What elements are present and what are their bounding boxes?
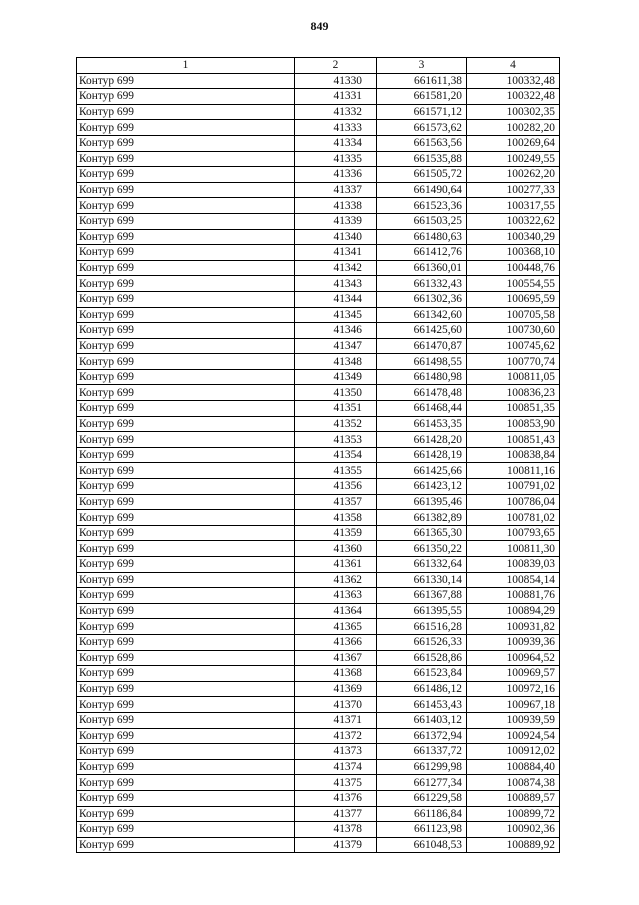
y-coordinate-cell: 100793,65 (467, 525, 560, 541)
table-row (77, 135, 560, 151)
contour-name-cell: Контур 699 (77, 307, 295, 323)
table-row (77, 307, 560, 323)
y-coordinate-cell: 100554,55 (467, 276, 560, 292)
x-coordinate-cell: 661581,20 (377, 89, 467, 105)
point-number-cell: 41351 (295, 401, 377, 417)
point-number-cell: 41379 (295, 837, 377, 853)
y-coordinate-cell: 100770,74 (467, 354, 560, 370)
contour-name-cell: Контур 699 (77, 338, 295, 354)
point-number-cell: 41337 (295, 182, 377, 198)
table-row (77, 712, 560, 728)
point-number-cell: 41373 (295, 744, 377, 760)
point-number-cell: 41356 (295, 479, 377, 495)
contour-name-cell: Контур 699 (77, 89, 295, 105)
contour-name-cell: Контур 699 (77, 260, 295, 276)
contour-name-cell: Контур 699 (77, 291, 295, 307)
y-coordinate-cell: 100448,76 (467, 260, 560, 276)
table-row (77, 213, 560, 229)
column-header-2: 2 (295, 58, 377, 74)
point-number-cell: 41372 (295, 728, 377, 744)
table-row (77, 759, 560, 775)
point-number-cell: 41338 (295, 198, 377, 214)
point-number-cell: 41343 (295, 276, 377, 292)
contour-name-cell: Контур 699 (77, 167, 295, 183)
table-row (77, 557, 560, 573)
table-row (77, 89, 560, 105)
x-coordinate-cell: 661503,25 (377, 213, 467, 229)
table-row (77, 385, 560, 401)
contour-name-cell: Контур 699 (77, 634, 295, 650)
point-number-cell: 41378 (295, 822, 377, 838)
table-row (77, 806, 560, 822)
point-number-cell: 41357 (295, 494, 377, 510)
point-number-cell: 41370 (295, 697, 377, 713)
contour-name-cell: Контур 699 (77, 494, 295, 510)
point-number-cell: 41358 (295, 510, 377, 526)
y-coordinate-cell: 100695,59 (467, 291, 560, 307)
contour-name-cell: Контур 699 (77, 354, 295, 370)
point-number-cell: 41353 (295, 432, 377, 448)
y-coordinate-cell: 100889,57 (467, 790, 560, 806)
x-coordinate-cell: 661350,22 (377, 541, 467, 557)
y-coordinate-cell: 100786,04 (467, 494, 560, 510)
y-coordinate-cell: 100317,55 (467, 198, 560, 214)
contour-name-cell: Контур 699 (77, 525, 295, 541)
point-number-cell: 41371 (295, 712, 377, 728)
x-coordinate-cell: 661535,88 (377, 151, 467, 167)
y-coordinate-cell: 100781,02 (467, 510, 560, 526)
point-number-cell: 41341 (295, 245, 377, 261)
contour-name-cell: Контур 699 (77, 619, 295, 635)
point-number-cell: 41355 (295, 463, 377, 479)
y-coordinate-cell: 100969,57 (467, 666, 560, 682)
y-coordinate-cell: 100894,29 (467, 603, 560, 619)
y-coordinate-cell: 100889,92 (467, 837, 560, 853)
y-coordinate-cell: 100340,29 (467, 229, 560, 245)
y-coordinate-cell: 100902,36 (467, 822, 560, 838)
point-number-cell: 41361 (295, 557, 377, 573)
x-coordinate-cell: 661123,98 (377, 822, 467, 838)
x-coordinate-cell: 661490,64 (377, 182, 467, 198)
contour-name-cell: Контур 699 (77, 182, 295, 198)
x-coordinate-cell: 661342,60 (377, 307, 467, 323)
point-number-cell: 41367 (295, 650, 377, 666)
point-number-cell: 41333 (295, 120, 377, 136)
point-number-cell: 41374 (295, 759, 377, 775)
point-number-cell: 41354 (295, 447, 377, 463)
contour-name-cell: Контур 699 (77, 104, 295, 120)
y-coordinate-cell: 100302,35 (467, 104, 560, 120)
y-coordinate-cell: 100972,16 (467, 681, 560, 697)
table-row (77, 588, 560, 604)
point-number-cell: 41365 (295, 619, 377, 635)
page-number: 849 (310, 19, 329, 33)
point-number-cell: 41330 (295, 73, 377, 89)
contour-name-cell: Контур 699 (77, 681, 295, 697)
table-row (77, 198, 560, 214)
table-row (77, 744, 560, 760)
y-coordinate-cell: 100884,40 (467, 759, 560, 775)
table-row (77, 572, 560, 588)
table-row (77, 182, 560, 198)
table-row (77, 681, 560, 697)
x-coordinate-cell: 661523,36 (377, 198, 467, 214)
y-coordinate-cell: 100322,62 (467, 213, 560, 229)
y-coordinate-cell: 100282,20 (467, 120, 560, 136)
x-coordinate-cell: 661360,01 (377, 260, 467, 276)
table-body (77, 73, 560, 853)
x-coordinate-cell: 661048,53 (377, 837, 467, 853)
contour-name-cell: Контур 699 (77, 198, 295, 214)
point-number-cell: 41377 (295, 806, 377, 822)
table-row (77, 245, 560, 261)
point-number-cell: 41336 (295, 167, 377, 183)
x-coordinate-cell: 661277,34 (377, 775, 467, 791)
point-number-cell: 41347 (295, 338, 377, 354)
y-coordinate-cell: 100705,58 (467, 307, 560, 323)
table-row (77, 837, 560, 853)
y-coordinate-cell: 100854,14 (467, 572, 560, 588)
contour-name-cell: Контур 699 (77, 73, 295, 89)
point-number-cell: 41369 (295, 681, 377, 697)
contour-name-cell: Контур 699 (77, 837, 295, 853)
x-coordinate-cell: 661611,38 (377, 73, 467, 89)
x-coordinate-cell: 661486,12 (377, 681, 467, 697)
y-coordinate-cell: 100332,48 (467, 73, 560, 89)
y-coordinate-cell: 100277,33 (467, 182, 560, 198)
table-row (77, 510, 560, 526)
header-row (77, 58, 560, 74)
table-row (77, 634, 560, 650)
contour-name-cell: Контур 699 (77, 557, 295, 573)
x-coordinate-cell: 661453,43 (377, 697, 467, 713)
point-number-cell: 41364 (295, 603, 377, 619)
point-number-cell: 41339 (295, 213, 377, 229)
contour-name-cell: Контур 699 (77, 572, 295, 588)
contour-name-cell: Контур 699 (77, 822, 295, 838)
point-number-cell: 41349 (295, 369, 377, 385)
contour-name-cell: Контур 699 (77, 135, 295, 151)
x-coordinate-cell: 661395,46 (377, 494, 467, 510)
contour-name-cell: Контур 699 (77, 120, 295, 136)
contour-name-cell: Контур 699 (77, 447, 295, 463)
contour-name-cell: Контур 699 (77, 385, 295, 401)
table-row (77, 260, 560, 276)
y-coordinate-cell: 100964,52 (467, 650, 560, 666)
table-row (77, 323, 560, 339)
table-row (77, 603, 560, 619)
contour-name-cell: Контур 699 (77, 666, 295, 682)
x-coordinate-cell: 661480,98 (377, 369, 467, 385)
x-coordinate-cell: 661480,63 (377, 229, 467, 245)
contour-name-cell: Контур 699 (77, 650, 295, 666)
contour-name-cell: Контур 699 (77, 323, 295, 339)
table-row (77, 447, 560, 463)
point-number-cell: 41368 (295, 666, 377, 682)
y-coordinate-cell: 100249,55 (467, 151, 560, 167)
contour-name-cell: Контур 699 (77, 463, 295, 479)
contour-name-cell: Контур 699 (77, 759, 295, 775)
column-header-1: 1 (77, 58, 295, 74)
coordinates-table (76, 57, 560, 853)
table-row (77, 120, 560, 136)
point-number-cell: 41366 (295, 634, 377, 650)
contour-name-cell: Контур 699 (77, 369, 295, 385)
point-number-cell: 41375 (295, 775, 377, 791)
contour-name-cell: Контур 699 (77, 416, 295, 432)
y-coordinate-cell: 100853,90 (467, 416, 560, 432)
x-coordinate-cell: 661365,30 (377, 525, 467, 541)
table-row (77, 775, 560, 791)
table-row (77, 401, 560, 417)
x-coordinate-cell: 661382,89 (377, 510, 467, 526)
x-coordinate-cell: 661526,33 (377, 634, 467, 650)
y-coordinate-cell: 100745,62 (467, 338, 560, 354)
point-number-cell: 41340 (295, 229, 377, 245)
y-coordinate-cell: 100851,43 (467, 432, 560, 448)
contour-name-cell: Контур 699 (77, 603, 295, 619)
x-coordinate-cell: 661478,48 (377, 385, 467, 401)
contour-name-cell: Контур 699 (77, 744, 295, 760)
x-coordinate-cell: 661186,84 (377, 806, 467, 822)
table-row (77, 822, 560, 838)
x-coordinate-cell: 661505,72 (377, 167, 467, 183)
table-row (77, 697, 560, 713)
contour-name-cell: Контур 699 (77, 229, 295, 245)
x-coordinate-cell: 661337,72 (377, 744, 467, 760)
table-row (77, 276, 560, 292)
y-coordinate-cell: 100262,20 (467, 167, 560, 183)
contour-name-cell: Контур 699 (77, 697, 295, 713)
x-coordinate-cell: 661523,84 (377, 666, 467, 682)
x-coordinate-cell: 661470,87 (377, 338, 467, 354)
y-coordinate-cell: 100874,38 (467, 775, 560, 791)
point-number-cell: 41346 (295, 323, 377, 339)
point-number-cell: 41363 (295, 588, 377, 604)
table-row (77, 619, 560, 635)
y-coordinate-cell: 100368,10 (467, 245, 560, 261)
table-row (77, 650, 560, 666)
x-coordinate-cell: 661563,56 (377, 135, 467, 151)
x-coordinate-cell: 661425,66 (377, 463, 467, 479)
point-number-cell: 41352 (295, 416, 377, 432)
point-number-cell: 41335 (295, 151, 377, 167)
point-number-cell: 41360 (295, 541, 377, 557)
x-coordinate-cell: 661571,12 (377, 104, 467, 120)
x-coordinate-cell: 661453,35 (377, 416, 467, 432)
table-row (77, 432, 560, 448)
contour-name-cell: Контур 699 (77, 245, 295, 261)
contour-name-cell: Контур 699 (77, 790, 295, 806)
x-coordinate-cell: 661498,55 (377, 354, 467, 370)
x-coordinate-cell: 661330,14 (377, 572, 467, 588)
point-number-cell: 41348 (295, 354, 377, 370)
table-row (77, 666, 560, 682)
x-coordinate-cell: 661573,62 (377, 120, 467, 136)
contour-name-cell: Контур 699 (77, 276, 295, 292)
point-number-cell: 41359 (295, 525, 377, 541)
y-coordinate-cell: 100836,23 (467, 385, 560, 401)
x-coordinate-cell: 661302,36 (377, 291, 467, 307)
y-coordinate-cell: 100811,30 (467, 541, 560, 557)
y-coordinate-cell: 100791,02 (467, 479, 560, 495)
contour-name-cell: Контур 699 (77, 510, 295, 526)
contour-name-cell: Контур 699 (77, 213, 295, 229)
x-coordinate-cell: 661428,19 (377, 447, 467, 463)
x-coordinate-cell: 661428,20 (377, 432, 467, 448)
y-coordinate-cell: 100811,05 (467, 369, 560, 385)
table-row (77, 73, 560, 89)
x-coordinate-cell: 661229,58 (377, 790, 467, 806)
point-number-cell: 41345 (295, 307, 377, 323)
contour-name-cell: Контур 699 (77, 775, 295, 791)
table-row (77, 525, 560, 541)
x-coordinate-cell: 661403,12 (377, 712, 467, 728)
x-coordinate-cell: 661468,44 (377, 401, 467, 417)
table-row (77, 151, 560, 167)
point-number-cell: 41344 (295, 291, 377, 307)
x-coordinate-cell: 661412,76 (377, 245, 467, 261)
y-coordinate-cell: 100939,36 (467, 634, 560, 650)
y-coordinate-cell: 100811,16 (467, 463, 560, 479)
table-row (77, 369, 560, 385)
table-row (77, 494, 560, 510)
table-row (77, 167, 560, 183)
y-coordinate-cell: 100939,59 (467, 712, 560, 728)
column-header-3: 3 (377, 58, 467, 74)
x-coordinate-cell: 661367,88 (377, 588, 467, 604)
table-row (77, 463, 560, 479)
point-number-cell: 41350 (295, 385, 377, 401)
contour-name-cell: Контур 699 (77, 151, 295, 167)
contour-name-cell: Контур 699 (77, 588, 295, 604)
y-coordinate-cell: 100912,02 (467, 744, 560, 760)
table-row (77, 338, 560, 354)
x-coordinate-cell: 661423,12 (377, 479, 467, 495)
point-number-cell: 41334 (295, 135, 377, 151)
point-number-cell: 41332 (295, 104, 377, 120)
y-coordinate-cell: 100322,48 (467, 89, 560, 105)
table-row (77, 728, 560, 744)
y-coordinate-cell: 100839,03 (467, 557, 560, 573)
table-row (77, 291, 560, 307)
contour-name-cell: Контур 699 (77, 479, 295, 495)
point-number-cell: 41376 (295, 790, 377, 806)
x-coordinate-cell: 661516,28 (377, 619, 467, 635)
y-coordinate-cell: 100924,54 (467, 728, 560, 744)
x-coordinate-cell: 661332,64 (377, 557, 467, 573)
contour-name-cell: Контур 699 (77, 541, 295, 557)
y-coordinate-cell: 100730,60 (467, 323, 560, 339)
x-coordinate-cell: 661332,43 (377, 276, 467, 292)
column-header-4: 4 (467, 58, 560, 74)
point-number-cell: 41342 (295, 260, 377, 276)
x-coordinate-cell: 661425,60 (377, 323, 467, 339)
contour-name-cell: Контур 699 (77, 401, 295, 417)
y-coordinate-cell: 100967,18 (467, 697, 560, 713)
table-row (77, 541, 560, 557)
x-coordinate-cell: 661299,98 (377, 759, 467, 775)
point-number-cell: 41331 (295, 89, 377, 105)
y-coordinate-cell: 100881,76 (467, 588, 560, 604)
contour-name-cell: Контур 699 (77, 432, 295, 448)
y-coordinate-cell: 100851,35 (467, 401, 560, 417)
table-row (77, 790, 560, 806)
x-coordinate-cell: 661395,55 (377, 603, 467, 619)
table-row (77, 104, 560, 120)
table-row (77, 416, 560, 432)
y-coordinate-cell: 100838,84 (467, 447, 560, 463)
table-row (77, 479, 560, 495)
contour-name-cell: Контур 699 (77, 728, 295, 744)
x-coordinate-cell: 661372,94 (377, 728, 467, 744)
point-number-cell: 41362 (295, 572, 377, 588)
contour-name-cell: Контур 699 (77, 712, 295, 728)
y-coordinate-cell: 100269,64 (467, 135, 560, 151)
y-coordinate-cell: 100899,72 (467, 806, 560, 822)
y-coordinate-cell: 100931,82 (467, 619, 560, 635)
contour-name-cell: Контур 699 (77, 806, 295, 822)
x-coordinate-cell: 661528,86 (377, 650, 467, 666)
table-row (77, 354, 560, 370)
table-row (77, 229, 560, 245)
